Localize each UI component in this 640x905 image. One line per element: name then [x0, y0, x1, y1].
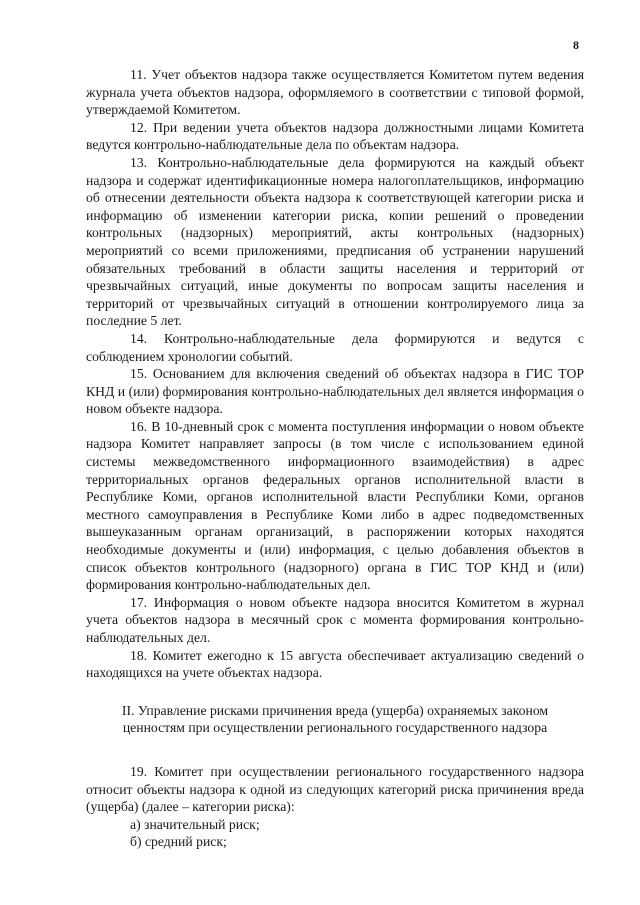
- paragraph-13: 13. Контрольно-наблюдательные дела формируются на каждый объект надзора и содержат идентификационные номера налогоплательщиков, информацию об отнесении деятельности объекта надзора к соответствующей категории риска и информацию об изменении категории риска, копии решений о проведении контрольных (надзорных) мероприятий, акты контрольных (надзорных) мероприятий со всеми приложениями, предписания об устранении нарушений обязательных требований в области защиты населения и территорий от чрезвычайных ситуаций, иные документы по вопросам защиты населения и территорий от чрезвычайных ситуаций в отношении контролируемого лица за последние 5 лет.: [86, 154, 584, 329]
- paragraph-16: 16. В 10-дневный срок с момента поступления информации о новом объекте надзора Комитет направляет запросы (в том числе с использованием единой системы межведомственного информационного взаимодействия) в адрес территориальных органов федеральных органов исполнительной власти в Республике Коми, органов исполнительной власти Республики Коми, органов местного самоуправления в Республике Коми либо в адрес подведомственных вышеуказанным органам организаций, в распоряжении которых находятся необходимые документы и (или) информация, с целью добавления объектов в список объектов контрольного (надзорного) органа в ГИС ТОР КНД и (или) формирования контрольно-наблюдательных дел.: [86, 418, 584, 593]
- paragraph-15: 15. Основанием для включения сведений об объектах надзора в ГИС ТОР КНД и (или) формирования контрольно-наблюдательных дел является информация о новом объекте надзора.: [86, 366, 584, 417]
- paragraph-19: 19. Комитет при осуществлении регионального государственного надзора относит объекты надзора к одной из следующих категорий риска причинения вреда (ущерба) (далее – категории риска):: [86, 763, 584, 815]
- paragraph-18: 18. Комитет ежегодно к 15 августа обеспечивает актуализацию сведений о находящихся на учете объектах надзора.: [86, 647, 584, 681]
- risk-item-medium: б) средний риск;: [130, 834, 227, 850]
- document-body: [86, 66, 584, 851]
- paragraph-17: 17. Информация о новом объекте надзора вносится Комитетом в журнал учета объектов надзора в месячный срок с момента формирования контрольно-наблюдательных дел.: [86, 594, 584, 645]
- paragraph-14: 14. Контрольно-наблюдательные дела формируются и ведутся с соблюдением хронологии событий.: [86, 330, 584, 364]
- risk-item-significant: а) значительный риск;: [130, 816, 260, 832]
- page-number: 8: [573, 38, 579, 52]
- paragraph-11: 11. Учет объектов надзора также осуществляется Комитетом путем ведения журнала учета объектов надзора, оформляемого в соответствии с типовой формой, утверждаемой Комитетом.: [86, 67, 584, 118]
- section-heading: II. Управление рисками причинения вреда (ущерба) охраняемых законом ценностям при осуществлении регионального государственного надзора: [121, 702, 549, 736]
- paragraph-12: 12. При ведении учета объектов надзора должностными лицами Комитета ведутся контрольно-наблюдательные дела по объектам надзора.: [86, 119, 584, 153]
